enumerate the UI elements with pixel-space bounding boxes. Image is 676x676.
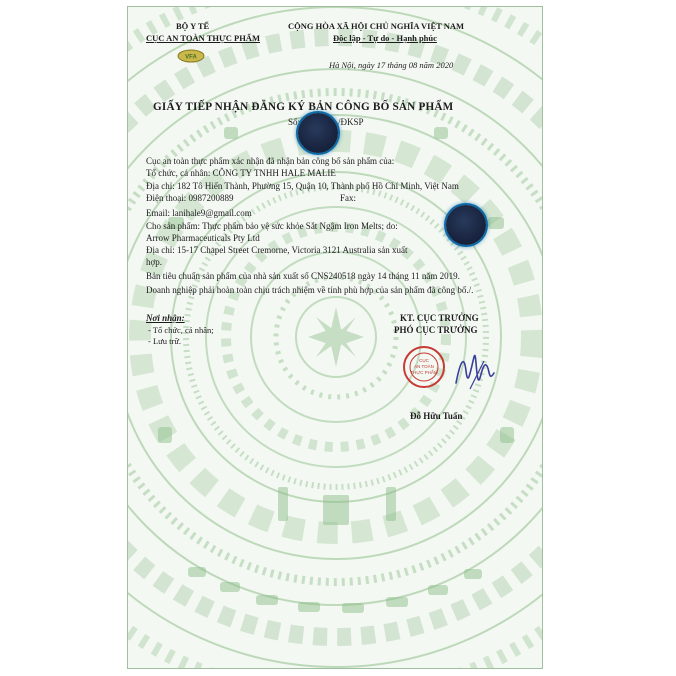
manufacturer-text: Arrow Pharmaceuticals Pty Ltd bbox=[146, 233, 260, 243]
manufacturer-address-text: Địa chỉ: 15-17 Chapel Street Cremorne, Victoria 3121 Australia sản xuất bbox=[146, 245, 408, 255]
signature-title-1: KT. CỤC TRƯỞNG bbox=[400, 313, 479, 323]
recipient-item: - Tổ chức, cá nhân; bbox=[148, 325, 214, 335]
fax-text: Fax: bbox=[340, 193, 357, 203]
responsibility-text: Doanh nghiệp phải hoàn toàn chịu trách nhiệm về tính phù hợp của sản phẩm đã công bố./. bbox=[146, 285, 474, 295]
number-prefix: Số: bbox=[288, 117, 301, 127]
redaction-mark bbox=[298, 113, 338, 153]
document-title: GIẤY TIẾP NHẬN ĐĂNG KÝ BẢN CÔNG BỐ SẢN PHẨM bbox=[153, 101, 454, 113]
national-motto: Độc lập - Tự do - Hạnh phúc bbox=[333, 33, 437, 43]
republic-title: CỘNG HÒA XÃ HỘI CHỦ NGHĨA VIỆT NAM bbox=[288, 21, 465, 31]
ministry-name: BỘ Y TẾ bbox=[176, 21, 210, 31]
intro-text: Cục an toàn thực phẩm xác nhận đã nhận bản công bố sản phẩm của: bbox=[146, 156, 395, 166]
manufacturer-address-cont: hợp. bbox=[146, 257, 163, 267]
svg-text:THỰC PHẨM: THỰC PHẨM bbox=[410, 370, 438, 375]
organization-text: Tổ chức, cá nhân: CÔNG TY TNHH HALE MALIE bbox=[146, 168, 336, 178]
phone-text: Điện thoại: 0987200889 bbox=[146, 193, 234, 203]
product-text: Cho sản phẩm: Thực phẩm bảo vệ sức khỏe Sắt Ngậm Iron Melts; do: bbox=[146, 221, 398, 231]
vfa-logo-icon bbox=[177, 49, 205, 63]
handwritten-signature-icon bbox=[450, 343, 500, 399]
address-text: Địa chỉ: 182 Tô Hiến Thành, Phường 15, Quận 10, Thành phố Hồ Chí Minh, Việt Nam bbox=[146, 181, 459, 191]
svg-text:VFA: VFA bbox=[185, 54, 197, 61]
recipients-heading: Nơi nhận: bbox=[146, 313, 185, 323]
redaction-mark bbox=[446, 205, 486, 245]
number-suffix: /ĐKSP bbox=[338, 117, 364, 127]
recipient-item: - Lưu trữ. bbox=[148, 336, 182, 346]
email-text: Email: lanihale9@gmail.com bbox=[146, 208, 252, 218]
standard-text: Bản tiêu chuẩn sản phẩm của nhà sản xuất số CNS240518 ngày 14 tháng 11 năm 2019. bbox=[146, 271, 460, 281]
signature-title-2: PHÓ CỤC TRƯỞNG bbox=[394, 325, 478, 335]
svg-text:AN TOÀN: AN TOÀN bbox=[414, 364, 434, 369]
official-stamp-icon bbox=[402, 345, 446, 389]
department-name: CỤC AN TOÀN THỰC PHẨM bbox=[146, 33, 260, 43]
certificate-document bbox=[127, 6, 543, 669]
svg-text:CỤC: CỤC bbox=[419, 358, 429, 363]
signatory-name: Đỗ Hữu Tuấn bbox=[410, 411, 463, 421]
place-and-date: Hà Nội, ngày 17 tháng 08 năm 2020 bbox=[329, 60, 454, 70]
